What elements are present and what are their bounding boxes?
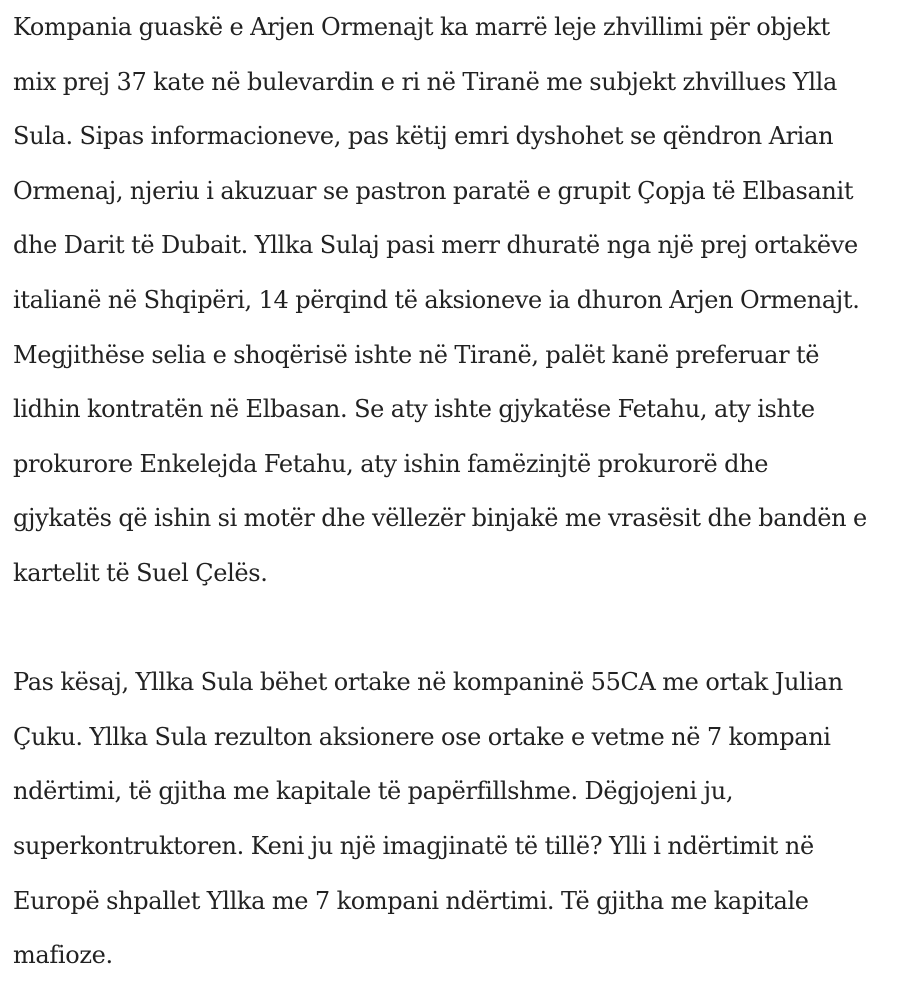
text-line: dhe Darit të Dubait. Yllka Sulaj pasi merr dhuratë nga një prej ortakëve — [13, 231, 858, 260]
text-line: prokurore Enkelejda Fetahu, aty ishin famëzinjtë prokurorë dhe — [13, 449, 769, 478]
text-line: Sula. Sipas informacioneve, pas këtij emri dyshohet se qëndron Arian — [13, 122, 834, 151]
text-line: italianë në Shqipëri, 14 përqind të aksioneve ia dhuron Arjen Ormenajt. — [13, 285, 860, 314]
text-line: gjykatës që ishin si motër dhe vëllezër binjakë me vrasësit dhe bandën e — [13, 504, 867, 533]
paragraph-1 — [13, 0, 890, 601]
text-line: Çuku. Yllka Sula rezulton aksionere ose ortake e vetme në 7 kompani — [13, 722, 831, 751]
text-line: Kompania guaskë e Arjen Ormenajt ka marrë leje zhvillimi për objekt — [13, 13, 830, 41]
paragraph-2 — [13, 655, 890, 983]
text-line: Pas kësaj, Yllka Sula bëhet ortake në kompaninë 55CA me ortak Julian — [13, 668, 843, 697]
text-line: Europë shpallet Yllka me 7 kompani ndërtimi. Të gjitha me kapitale — [13, 886, 809, 915]
text-line: lidhin kontratën në Elbasan. Se aty ishte gjykatëse Fetahu, aty ishte — [13, 395, 815, 424]
text-line: Ormenaj, njeriu i akuzuar se pastron paratë e grupit Çopja të Elbasanit — [13, 176, 854, 205]
text-line: ndërtimi, të gjitha me kapitale të papërfillshme. Dëgjojeni ju, — [13, 777, 734, 806]
text-line: Megjithëse selia e shoqërisë ishte në Tiranë, palët kanë preferuar të — [13, 340, 820, 369]
text-line: kartelit të Suel Çelës. — [13, 558, 268, 587]
text-line: mix prej 37 kate në bulevardin e ri në Tiranë me subjekt zhvillues Ylla — [13, 67, 837, 96]
text-line: superkontruktoren. Keni ju një imagjinatë të tillë? Ylli i ndërtimit në — [13, 831, 814, 860]
paragraph-spacer — [13, 601, 890, 656]
text-line: mafioze. — [13, 941, 113, 970]
